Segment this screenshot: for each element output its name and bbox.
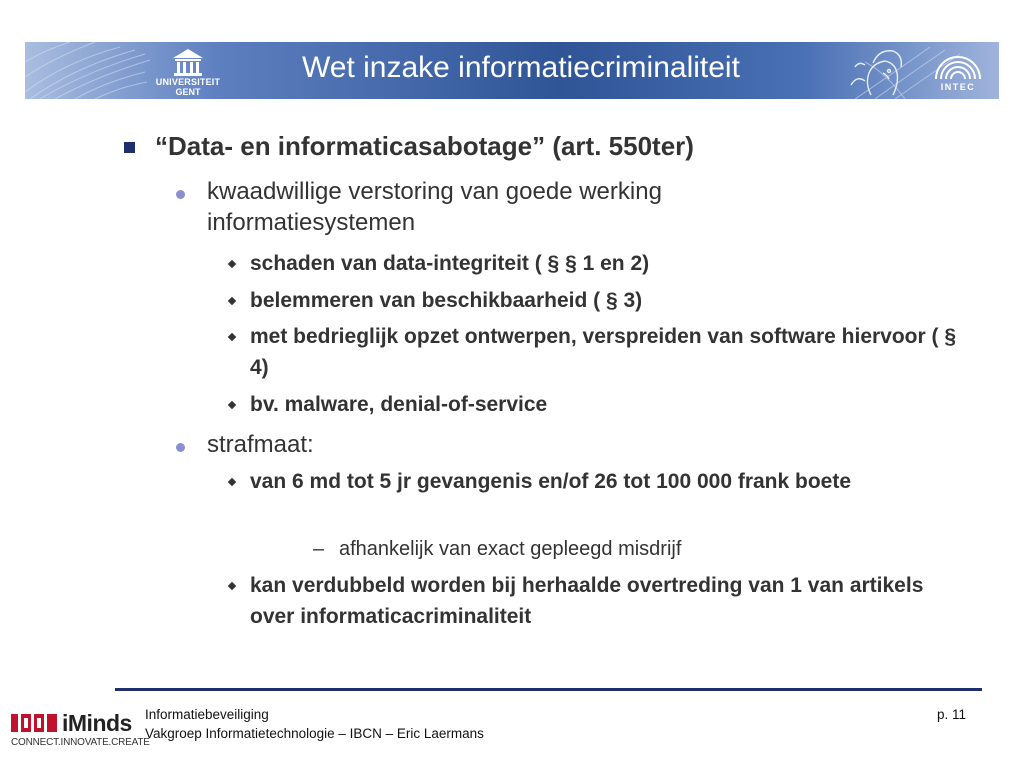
iminds-mark-icon (10, 712, 60, 734)
dash-bullet-icon: – (313, 538, 325, 560)
circle-bullet-icon (176, 190, 185, 199)
iminds-logo (10, 710, 150, 748)
diamond-bullet-icon (228, 582, 236, 590)
sub-bullet-item: kan verdubbeld worden bij herhaalde overtreding van 1 van artikels over informaticacriminaliteit (250, 574, 924, 628)
sub-bullet-item: belemmeren van beschikbaarheid ( § 3) (250, 289, 643, 312)
diamond-bullet-icon (228, 478, 236, 486)
diamond-bullet-icon (228, 401, 236, 409)
bullet-item: kwaadwillige verstoring van goede werking informatiesystemen (207, 178, 662, 236)
sub-bullet-item: met bedrieglijk opzet ontwerpen, verspreiden van software hiervoor ( § 4) (250, 325, 957, 379)
circle-bullet-icon (176, 443, 185, 452)
iminds-logo-name: iMinds (62, 710, 132, 736)
sub-bullet-item: schaden van data-integriteit ( § § 1 en 2) (250, 252, 650, 275)
footer-department: Vakgroep Informatietechnologie – IBCN – Eric Laermans (145, 726, 484, 741)
diamond-bullet-icon (228, 333, 236, 341)
page-number: p. 11 (937, 707, 967, 722)
footer-divider (115, 688, 982, 691)
sub-sub-bullet-item: afhankelijk van exact gepleegd misdrijf (339, 538, 682, 560)
diamond-bullet-icon (228, 297, 236, 305)
iminds-logo-tagline: CONNECT.INNOVATE.CREATE (11, 737, 150, 748)
ugent-logo-line2: GENT (175, 87, 201, 97)
heading-bullet: “Data- en informaticasabotage” (art. 550ter) (155, 131, 694, 161)
sub-bullet-item: van 6 md tot 5 jr gevangenis en/of 26 tot 100 000 frank boete (250, 470, 852, 493)
diamond-bullet-icon (228, 260, 236, 268)
square-bullet-icon (124, 142, 135, 153)
bullet-item: strafmaat: (207, 431, 314, 458)
footer-course: Informatiebeveiliging (145, 707, 269, 722)
intec-logo-label: INTEC (940, 82, 976, 92)
sub-bullet-item: bv. malware, denial-of-service (250, 393, 548, 416)
ugent-logo-line1: UNIVERSITEIT (155, 77, 221, 87)
slide-title: Wet inzake informatiecriminaliteit (302, 51, 740, 84)
